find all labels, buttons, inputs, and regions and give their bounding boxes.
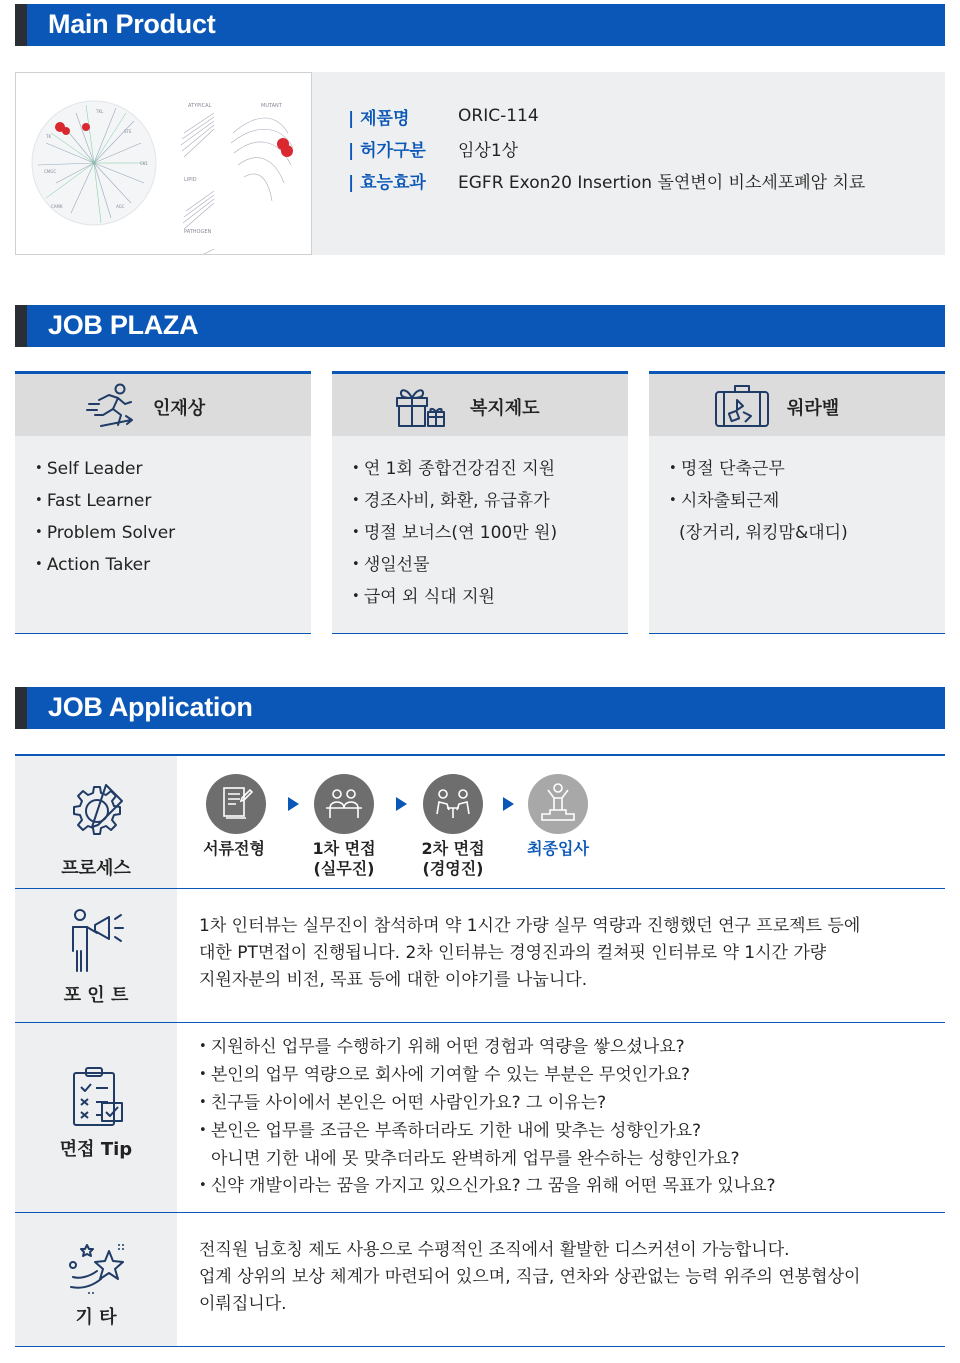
list-item: • Self Leader [35, 454, 175, 486]
paragraph-line: 1차 인터뷰는 실무진이 참석하며 약 1시간 가량 실무 역량과 진행했던 연구 프로젝트 등에 [199, 916, 861, 936]
etc-label: 기 타 [75, 1307, 117, 1328]
svg-text:CK1: CK1 [140, 161, 148, 166]
efficacy-value: EGFR Exon20 Insertion 돌연변이 비소세포폐암 치료 [458, 172, 866, 193]
tip-list [199, 1034, 776, 1201]
plaza-column-title: 복지제도 [470, 398, 540, 419]
plaza-column-head [15, 374, 311, 436]
product-name-label: | 제품명 [348, 108, 410, 129]
document-icon [206, 774, 266, 834]
list-item: • 연 1회 종합건강검진 지원 [352, 454, 557, 486]
paragraph-line: 이뤄집니다. [199, 1294, 287, 1314]
atypical-label: ATYPICAL [188, 103, 212, 109]
list-item-continuation: 아니면 기한 내에 못 맞추더라도 완벽하게 업무를 완수하는 성향인가요? [211, 1149, 740, 1169]
list-item: • 명절 단축근무 [669, 454, 848, 486]
section-title: JOB Application [48, 692, 253, 722]
step-label-line1: 서류전형 [203, 839, 265, 858]
svg-text:AGC: AGC [116, 204, 125, 209]
point-text [199, 913, 860, 994]
product-name-value: ORIC-114 [458, 106, 539, 126]
list-item: • 명절 보너스(연 100만 원) [352, 518, 557, 550]
plaza-welfare-column [332, 371, 628, 634]
step-arrow [288, 797, 299, 811]
efficacy-label: | 효능효과 [348, 172, 426, 193]
list-item: • 급여 외 식대 지원 [352, 582, 557, 614]
product-info [348, 100, 865, 196]
etc-row [15, 1213, 945, 1347]
list-item: • 시차출퇴근제 [669, 486, 848, 518]
list-item: • 지원하신 업무를 수행하기 위해 어떤 경험과 역량을 쌓으셨나요? [199, 1034, 776, 1062]
main-product-header [15, 4, 945, 46]
approval-label: | 허가구분 [348, 140, 426, 161]
list-item: • 친구들 사이에서 본인은 어떤 사람인가요? 그 이유는? [199, 1090, 776, 1118]
talent-list [35, 454, 175, 582]
lipid-label: LIPID [184, 177, 197, 183]
tip-row [15, 1023, 945, 1213]
svg-text:CAMK: CAMK [51, 204, 63, 209]
svg-text:TK: TK [46, 134, 52, 139]
podium-person-icon [528, 774, 588, 834]
step-second-interview-circle [423, 774, 483, 834]
mutant-label: MUTANT [261, 103, 282, 109]
product-row-name [348, 100, 865, 132]
product-image [15, 72, 312, 255]
svg-text:CMGC: CMGC [44, 169, 57, 174]
list-item: • 생일선물 [352, 550, 557, 582]
step-arrow [396, 797, 407, 811]
svg-text:TKL: TKL [96, 109, 104, 114]
step-label [398, 839, 508, 879]
paragraph-line: 전직원 님호칭 제도 사용으로 수평적인 조직에서 활발한 디스커션이 가능합니다. [199, 1240, 790, 1260]
etc-text [199, 1237, 860, 1318]
interview-panel-icon [314, 774, 374, 834]
step-label-line1: 2차 면접 [421, 839, 485, 858]
row-side [15, 889, 177, 1022]
step-label-line2: (실무진) [313, 859, 375, 878]
step-label [289, 839, 399, 879]
product-row-approval [348, 132, 865, 164]
row-side [15, 756, 177, 888]
list-item: • Problem Solver [35, 518, 175, 550]
plaza-talent-column [15, 371, 311, 634]
list-item: • 경조사비, 화환, 유급휴가 [352, 486, 557, 518]
list-item: • Action Taker [35, 550, 175, 582]
list-item: • Fast Learner [35, 486, 175, 518]
approval-value: 임상1상 [458, 140, 519, 161]
step-label-line1: 1차 면접 [312, 839, 376, 858]
step-document-circle [206, 774, 266, 834]
plaza-balance-column [649, 371, 945, 634]
paragraph-line: 지원자분의 비전, 목표 등에 대한 이야기를 나눕니다. [199, 970, 588, 990]
row-side [15, 1213, 177, 1346]
step-label-line1: 최종입사 [527, 839, 589, 858]
job-application-header [15, 687, 945, 729]
step-first-interview-circle [314, 774, 374, 834]
point-label: 포 인 트 [63, 985, 129, 1006]
tip-label: 면접 Tip [59, 1139, 133, 1160]
megaphone-person-icon [67, 907, 129, 973]
section-title: JOB PLAZA [48, 310, 199, 340]
list-item-continuation: (장거리, 워킹맘&대디) [679, 523, 848, 543]
plaza-column-title: 인재상 [153, 398, 206, 419]
process-label: 프로세스 [61, 858, 131, 879]
step-label-line2: (경영진) [422, 859, 484, 878]
gift-icon [394, 382, 448, 430]
gear-pencil-icon [64, 781, 128, 845]
balance-list [669, 454, 848, 548]
plaza-column-head [332, 374, 628, 436]
svg-text:STE: STE [124, 129, 132, 134]
section-title: Main Product [48, 9, 216, 39]
plaza-column-head [649, 374, 945, 436]
paragraph-line: 업계 상위의 보상 체계가 마련되어 있으며, 직급, 연차와 상관없는 능력 위주의 연봉협상이 [199, 1267, 861, 1287]
pathogen-label: PATHOGEN [184, 229, 212, 235]
kinome-tree-illustration [16, 73, 311, 254]
runner-icon [85, 382, 137, 430]
point-row [15, 889, 945, 1023]
step-label [503, 839, 613, 859]
step-label [179, 839, 289, 859]
checklist-icon [70, 1065, 126, 1127]
product-row-efficacy [348, 164, 865, 196]
row-side [15, 1023, 177, 1212]
suitcase-icon [713, 382, 771, 430]
job-plaza-header [15, 305, 945, 347]
plaza-column-title: 워라밸 [787, 398, 840, 419]
list-item: • 본인의 업무 역량으로 회사에 기여할 수 있는 부분은 무엇인가요? [199, 1062, 776, 1090]
welfare-list [352, 454, 557, 614]
list-item: • 신약 개발이라는 꿈을 가지고 있으신가요? 그 꿈을 위해 어떤 목표가 있나요? [199, 1173, 776, 1201]
paragraph-line: 대한 PT면접이 진행됩니다. 2차 인터뷰는 경영진과의 컬쳐핏 인터뷰로 약 1시간 가량 [199, 943, 827, 963]
list-item: • 본인은 업무를 조금은 부족하더라도 기한 내에 맞추는 성향인가요? [199, 1118, 776, 1146]
product-panel [15, 72, 945, 255]
step-final-circle [528, 774, 588, 834]
meeting-icon [423, 774, 483, 834]
step-arrow [503, 797, 514, 811]
shooting-star-icon [65, 1237, 129, 1297]
